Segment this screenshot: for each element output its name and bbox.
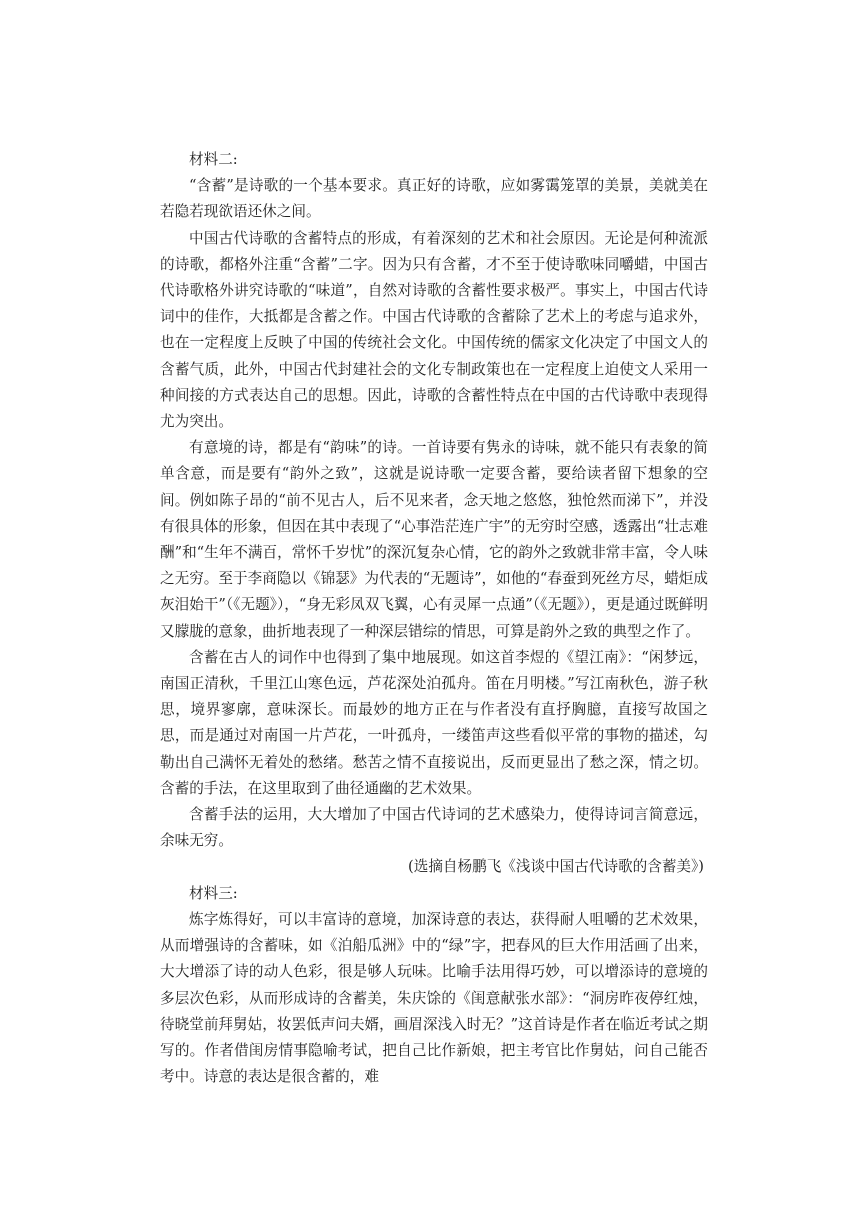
paragraph-hanxu-origins: 中国古代诗歌的含蓄特点的形成，有着深刻的艺术和社会原因。无论是何种流派的诗歌，都格外注重“含蓄”二字。因为只有含蓄，才不至于使诗歌味同嚼蜡，中国古代诗歌格外讲究诗歌的“味道”，自然对诗歌的含蓄性要求极严。事实上，中国古代诗词中的佳作，大抵都是含蓄之作。中国古代诗歌的含蓄除了艺术上的考虑与追求外，也在一定程度上反映了中国的传统社会文化。中国传统的儒家文化决定了中国文人的含蓄气质，此外，中国古代封建社会的文化专制政策也在一定程度上迫使文人采用一种间接的方式表达自己的思想。因此，诗歌的含蓄性特点在中国的古代诗歌中表现得尤为突出。 [160, 229, 708, 431]
paragraph-yunwei: 有意境的诗，都是有“韵味”的诗。一首诗要有隽永的诗味，就不能只有表象的简单含意，而是要有“韵外之致”，这就是说诗歌一定要含蓄，要给读者留下想象的空间。例如陈子昂的“前不见古人，后不见来者，念天地之悠悠，独怆然而涕下”，并没有很具体的形象，但因在其中表现了“心事浩茫连广宇”的无穷时空感，透露出“壮志难酬”和“生年不满百，常怀千岁忧”的深沉复杂心情，它的韵外之致就非常丰富，令人味之无穷。至于李商隐以《锦瑟》为代表的“无题诗”，如他的“春蚕到死丝方尽，蜡炬成灰泪始干”（《无题》），“身无彩凤双飞翼，心有灵犀一点通”（《无题》），更是通过既鲜明又朦胧的意象，曲折地表现了一种深层错综的情思，可算是韵外之致的典型之作了。 [160, 439, 708, 640]
material-2-heading: 材料二: [189, 151, 238, 168]
paragraph-hanxu-definition: “含蓄”是诗歌的一个基本要求。真正好的诗歌，应如雾霭笼罩的美景，美就美在若隐若现欲语还休之间。 [160, 177, 708, 221]
paragraph-ci-examples: 含蓄在古人的词作中也得到了集中地展现。如这首李煜的《望江南》：“闲梦远，南国正清秋，千里江山寒色远，芦花深处泊孤舟。笛在月明楼。”写江南秋色，游子秋思，境界寥廓，意味深长。而最妙的地方正在与作者没有直抒胸臆，直接写故国之思，而是通过对南国一片芦花，一叶孤舟，一缕笛声这些看似平常的事物的描述，勾勒出自己满怀无着处的愁绪。愁苦之情不直接说出，反而更显出了愁之深，情之切。含蓄的手法，在这里取到了曲径通幽的艺术效果。 [160, 648, 708, 797]
material-3-heading: 材料三: [189, 884, 238, 902]
source-citation: (选摘自杨鹏飞《浅谈中国古代诗歌的含蓄美》) [408, 858, 704, 876]
paragraph-conclusion: 含蓄手法的运用，大大增加了中国古代诗词的艺术感染力，使得诗词言简意远，余味无穷。 [160, 806, 708, 850]
reading-passage [160, 147, 708, 1090]
paragraph-lianzi: 炼字炼得好，可以丰富诗的意境，加深诗意的表达，获得耐人咀嚼的艺术效果，从而增强诗的含蓄味，如《泊船瓜洲》中的“绿”字，把春风的巨大作用活画了出来，大大增添了诗的动人色彩，很是够人玩味。比喻手法用得巧妙，可以增添诗的意境的多层次色彩，从而形成诗的含蓄美，朱庆馀的《闺意献张水部》：“洞房昨夜停红烛，待晓堂前拜舅姑，妆罢低声问夫婿，画眉深浅入时无？”这首诗是作者在临近考试之期写的。作者借闺房情事隐喻考试，把自己比作新娘，把主考官比作舅姑，问自己能否考中。诗意的表达是很含蓄的，难 [160, 910, 708, 1086]
